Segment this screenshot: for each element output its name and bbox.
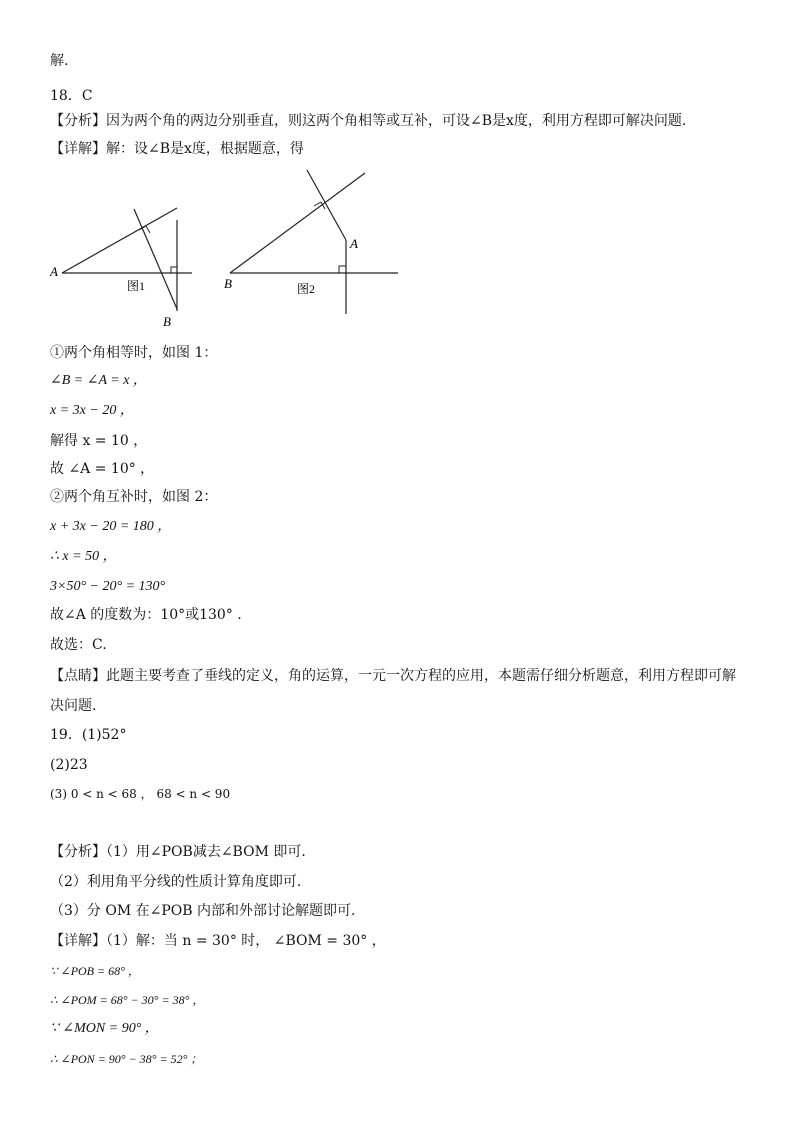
comment-18: 【点睛】此题主要考查了垂线的定义，角的运算，一元一次方程的应用，本题需仔细分析题意，利用方程即可解	[50, 668, 736, 684]
angle-a-result: 故∠A 的度数为：10°或130° .	[50, 607, 242, 623]
analysis-19-2: （2）利用角平分线的性质计算角度即可.	[50, 874, 302, 890]
question-19-part-1: 19．(1)52°	[50, 727, 127, 743]
calc-pom-38: ∴ ∠POM = 68° − 30° = 38° ，	[50, 993, 205, 1007]
fig1-diagonal-line	[134, 209, 177, 309]
choice-c: 故选：C.	[50, 637, 107, 653]
fig1-label-a: A	[50, 264, 58, 279]
detail-18: 【详解】解：设∠B是x度，根据题意，得	[50, 141, 304, 157]
fig2-right-angle-mark-bottom	[339, 266, 346, 273]
question-19-part-3: (3) 0 < n < 68 ， 68 < n < 90	[50, 787, 231, 801]
calc-pon-52: ∴ ∠PON = 90° − 38° = 52° ；	[50, 1052, 203, 1066]
x-equals-50: ∴ x = 50 ，	[50, 549, 117, 564]
question-19-part-2: (2)23	[50, 757, 88, 773]
equation-sum-180: x + 3x − 20 = 180 ，	[50, 519, 172, 534]
given-mon-90: ∵ ∠MON = 90° ，	[50, 1021, 159, 1036]
equation-angle-equal: ∠B = ∠A = x ，	[50, 373, 147, 388]
solve-x-10: 解得 x = 10 ，	[50, 433, 148, 449]
comment-18-cont: 决问题.	[50, 698, 97, 714]
given-pob-68: ∵ ∠POB = 68° ，	[50, 964, 140, 978]
fig2-right-angle-mark-top	[314, 202, 325, 209]
fig1-caption: 图1	[127, 279, 146, 293]
fig2-oblique-line	[230, 173, 365, 273]
fig2-label-b: B	[224, 276, 232, 291]
fig2-caption: 图2	[297, 282, 316, 296]
analysis-19-3: （3）分 OM 在∠POB 内部和外部讨论解题即可.	[50, 903, 356, 919]
analysis-19-1: 【分析】（1）用∠POB减去∠BOM 即可.	[50, 844, 306, 860]
fig1-label-b: B	[163, 314, 171, 329]
fig2-label-a: A	[350, 236, 358, 251]
angle-a-10: 故 ∠A = 10° ，	[50, 461, 155, 477]
figure-1	[49, 208, 192, 329]
case-2-heading: ②两个角互补时，如图 2：	[50, 489, 218, 505]
fig1-right-angle-mark-bottom	[171, 267, 177, 273]
question-18-answer: 18．C	[50, 88, 93, 104]
case-1-heading: ①两个角相等时，如图 1：	[50, 345, 218, 361]
analysis-18: 【分析】因为两个角的两边分别垂直，则这两个角相等或互补，可设∠B是x度，利用方程即可解决问题.	[50, 113, 687, 129]
calc-130: 3×50° − 20° = 130°	[50, 579, 166, 594]
fig1-oblique-line	[62, 208, 177, 273]
fig2-diagonal-line	[307, 170, 346, 240]
geometry-figures	[40, 168, 410, 333]
detail-19-1: 【详解】（1）解：当 n = 30° 时， ∠BOM = 30° ，	[50, 933, 386, 949]
figure-2	[224, 170, 398, 314]
line-1: 解.	[50, 53, 69, 69]
equation-x-3x-20: x = 3x − 20 ，	[50, 403, 134, 418]
